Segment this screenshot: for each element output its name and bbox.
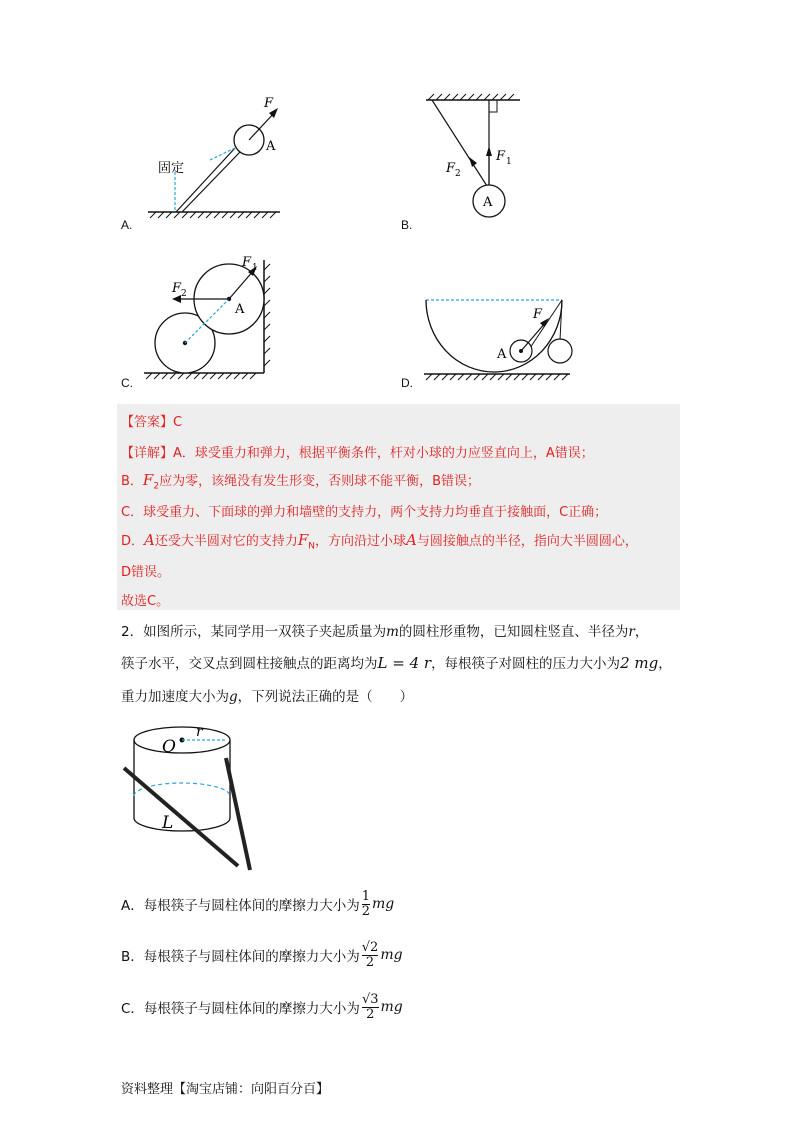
figure-b-f2-sub: 2 [455, 169, 461, 179]
detail-a: 【详解】A．球受重力和弹力，根据平衡条件，杆对小球的力应竖直向上，A错误； [121, 446, 594, 461]
page-footer: 资料整理【淘宝店铺：向阳百分百】 [121, 1082, 330, 1097]
figure-a-force-label: F [264, 96, 274, 111]
detail-d: D．A还受大半圆对它的支持力$F_N$，方向沿过小球A与圆接触点的半径，指向大半圆圆心， [121, 531, 638, 552]
detail-d-continued: D错误。 [121, 565, 171, 580]
figure2-length-label: L [162, 813, 174, 833]
figure-c-option-label: C. [121, 376, 133, 390]
figure-c-two-balls-wall [140, 250, 280, 380]
question-line-3: 重力加速度大小为g，下列说法正确的是（ ） [121, 689, 414, 705]
figure2-center-label: O [162, 737, 176, 757]
detail-b: B．$F_2$应为零，该绳没有发生形变，否则球不能平衡，B错误； [121, 471, 480, 492]
figure-b-ball-label: A [483, 195, 493, 210]
question-line-2: 筷子水平，交叉点到圆柱接触点的距离均为L = 4 r，每根筷子对圆柱的压力大小为2 mg， [121, 654, 672, 672]
detail-c: C．球受重力、下面球的弹力和墙壁的支持力，两个支持力均垂直于接触面，C正确； [121, 505, 608, 520]
figure-c-f1-sub: 1 [252, 263, 258, 273]
figure-cylinder-chopsticks [116, 718, 266, 878]
figure-a-fixed-label: 固定 [158, 161, 185, 176]
figure-d-option-label: D. [401, 376, 413, 390]
choice-c[interactable]: C．每根筷子与圆柱体间的摩擦力大小为 $\frac{√3}{2}$ mg [121, 992, 403, 1022]
figure-d-bowl-ball [420, 292, 590, 384]
choice-a[interactable]: A．每根筷子与圆柱体间的摩擦力大小为 $\frac{1}{2}$ mg [121, 889, 395, 919]
figure-c-f2-label: F [172, 281, 182, 296]
figure-c-ball-label: A [235, 302, 245, 317]
choice-b[interactable]: B．每根筷子与圆柱体间的摩擦力大小为 $\frac{√2}{2}$ mg [121, 940, 403, 970]
figure2-radius-label: r [196, 724, 203, 740]
figure-b-ball-strings [420, 90, 530, 220]
figure-b-f1-label: F [496, 149, 506, 164]
figure-a-ball-label: A [266, 139, 276, 154]
figure-d-force-label: F [533, 307, 543, 322]
figure-b-option-label: B. [401, 218, 413, 232]
figure-d-ball-label: A [497, 347, 507, 362]
figure-a-option-label: A. [121, 218, 133, 232]
answer-label: 【答案】C [121, 415, 183, 430]
answer-conclusion: 故选C。 [121, 594, 170, 609]
question-line-1: 2．如图所示，某同学用一双筷子夹起质量为m的圆柱形重物，已知圆柱竖直、半径为r， [121, 624, 649, 640]
figure-c-f1-label: F [242, 255, 252, 270]
figure-b-f1-sub: 1 [506, 157, 512, 167]
figure-a-rod-ball [140, 90, 300, 230]
figure-c-f2-sub: 2 [181, 289, 187, 299]
figure-b-f2-label: F [446, 161, 456, 176]
